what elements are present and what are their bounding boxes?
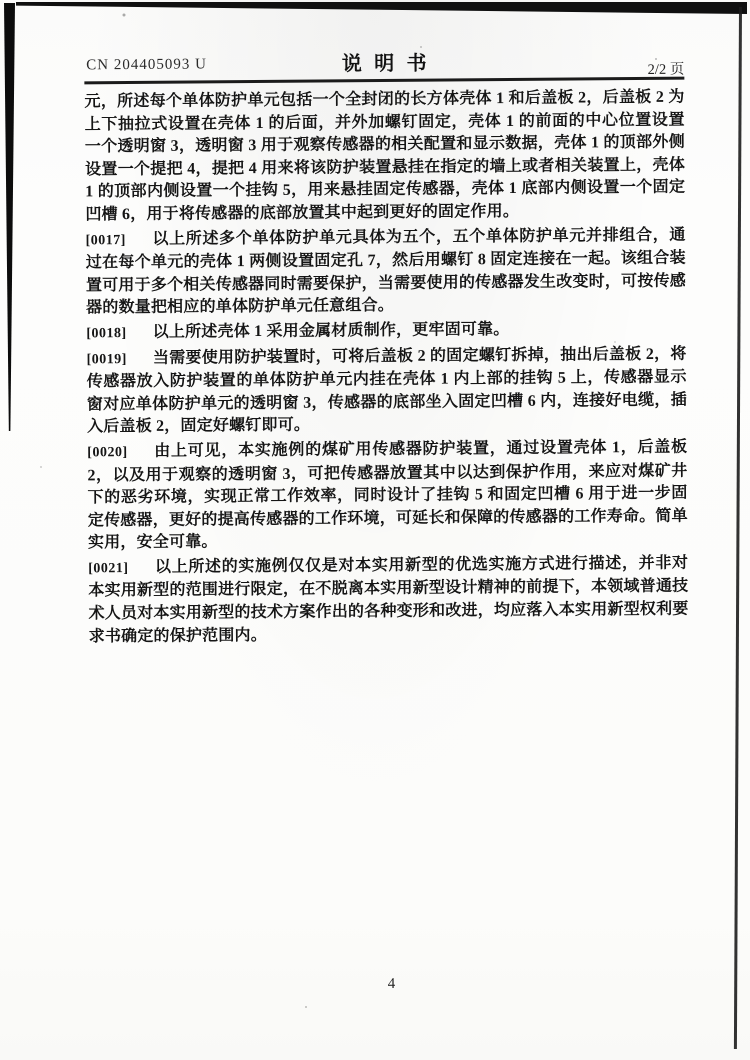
paragraph-text: 以上所述的实施例仅仅是对本实用新型的优选实施方式进行描述，并非对本实用新型的范围进行限定，在不脱离本实用新型设计精神的前提下，本领域普通技术人员对本实用新型的技术方案作出的各种变形和改进，均应落入本实用新型权利要求书确定的保护范围内。 (88, 554, 689, 646)
paragraph-0018 (86, 318, 686, 346)
paragraph-0020 (87, 437, 688, 556)
scan-artifact-right-edge (734, 7, 742, 1049)
paragraph-label: [0020] (87, 444, 128, 461)
paragraph-0021 (88, 553, 689, 649)
paragraph-label: [0017] (85, 232, 126, 248)
page-content (84, 44, 692, 1044)
paragraph-text: 当需要使用防护装置时，可将后盖板 2 的固定螺钉拆掉，抽出后盖板 2，将传感器放入防护装置的单体防护单元内挂在壳体 1 内上部的挂钩 5 上，传感器显示窗对应单体防护单元的透明窗 3，传感器的底部坐入固定凹槽 6 内，连接好电缆，插入后盖板 2，固定好螺钉即可。 (86, 345, 687, 436)
paragraph-continuation (84, 87, 685, 227)
paragraph-0019 (86, 343, 687, 439)
scan-artifact-left-edge (4, 3, 15, 431)
publication-number: CN 204405093 U (86, 56, 207, 74)
paragraph-label: [0019] (86, 351, 127, 367)
paragraph-text: 以上所述多个单体防护单元具体为五个，五个单体防护单元并排组合，通过在每个单元的壳体 1 两侧设置固定孔 7，然后用螺钉 8 固定连接在一起。该组合装置可用于多个相关传感器同时需要保护，当需要使用的传感器发生改变时，可按传感器的数量把相应的单体防护单元任意组合。 (85, 226, 687, 317)
paragraph-text: 以上所述壳体 1 采用金属材质制作，更牢固可靠。 (152, 320, 510, 341)
specification-text (84, 87, 688, 649)
document-title: 说明书 (341, 52, 440, 76)
scan-noise-specks (0, 0, 2, 2)
document-header (84, 44, 684, 85)
paragraph-0017 (86, 224, 687, 320)
paragraph-text: 由上可见，本实施例的煤矿用传感器防护装置，通过设置壳体 1，后盖板 2，以及用于观察的透明窗 3，可把传感器放置其中以达到保护作用，来应对煤矿井下的恶劣环境，实现正常工作效率，同时设计了挂钩 5 和固定凹槽 6 用于进一步固定传感器，更好的提高传感器的工作环境，可延长和保障的传感器的工作寿命。简单实用，安全可靠。 (87, 438, 688, 552)
page-footer (91, 974, 691, 996)
paragraph-text: 元，所述每个单体防护单元包括一个全封闭的长方体壳体 1 和后盖板 2，后盖板 2 为上下抽拉式设置在壳体 1 的后面，并外加螺钉固定，壳体 1 的前面的中心位置设置一个透明窗 3，透明窗 3 用于观察传感器的相关配置和显示数据，壳体 1 的顶部外侧设置一个提把 4，提把 4 用来将该防护装置悬挂在指定的墙上或者相关装置上，壳体 1 的顶部内侧设置一个挂钩 5，用来悬挂固定传感器，壳体 1 底部内侧设置一个固定凹槽 6，用于将传感器的底部放置其中起到更好的固定作用。 (84, 88, 686, 224)
paragraph-label: [0021] (88, 560, 129, 577)
scan-artifact-top-edge (16, 2, 747, 14)
page-indicator: 2/2 页 (647, 61, 685, 78)
page-number: 4 (387, 975, 396, 993)
paragraph-label: [0018] (86, 325, 127, 342)
